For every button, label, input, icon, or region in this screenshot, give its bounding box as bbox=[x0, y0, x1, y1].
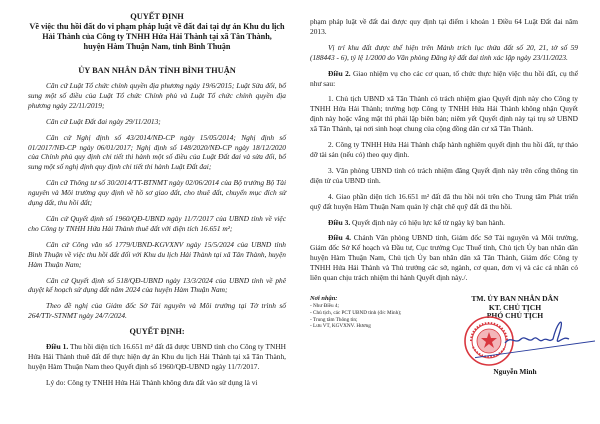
article-2-item: 3. Văn phòng UBND tỉnh có trách nhiệm đăng Quyết định này trên cổng thông tin điện tử của UBND tỉnh. bbox=[310, 165, 578, 185]
signature-title-line: TM. ỦY BAN NHÂN DÂN bbox=[471, 293, 559, 303]
document-subtitle-line: Hải Thành của Công ty TNHH Hứa Hải Thành tại xã Tân Thành, bbox=[42, 32, 272, 41]
signature-title-line: PHÓ CHỦ TỊCH bbox=[486, 311, 544, 321]
article-label: Điều 2. bbox=[328, 68, 351, 78]
recipients-list bbox=[310, 295, 450, 330]
article-text: Thu hồi diện tích 16.651 m² đất đã được UBND tỉnh cho Công ty TNHH Hứa Hải Thành thuê đất để thực hiện dự án Khu du lịch Hải Thành tại xã Tân Thành, huyện Hàm Thuận Nam theo Quyết định số 1960/QĐ-UBND ngày 11/7/2017. bbox=[28, 342, 286, 371]
article-text: Giao nhiệm vụ cho các cơ quan, tổ chức thực hiện việc thu hồi đất, cụ thể như sau: bbox=[310, 68, 578, 88]
article-1 bbox=[28, 342, 286, 372]
article-label: Điều 4. bbox=[328, 233, 352, 243]
document-title-block bbox=[28, 0, 286, 52]
right-column bbox=[310, 0, 578, 399]
article-text: Chánh Văn phòng UBND tỉnh, Giám đốc Sở Tài nguyên và Môi trường, Giám đốc Sở Kế hoạch và Đầu tư, Cục trưởng Cục Thuế tỉnh, Chủ tịch Ủy ban nhân dân huyện Hàm Thuận Nam, Chủ tịch Ủy ban nhân dân xã Tân Thành, Giám đốc Công ty TNHH Hứa Hải Thành và Thủ trưởng các sở, ngành, cơ quan, đơn vị và các cá nhân có liên quan chịu trách nhiệm thi hành Quyết định này./. bbox=[310, 233, 578, 283]
document-title: QUYẾT ĐỊNH bbox=[130, 12, 184, 21]
document-subtitle-line: huyện Hàm Thuận Nam, tỉnh Bình Thuận bbox=[83, 42, 231, 51]
article-1-location: Vị trí khu đất được thể hiện trên Mảnh trích lục thửa đất số 20, 21, tờ số 59 (188443 - 6), tỷ lệ 1/2000 do Văn phòng Đăng ký đất đai tỉnh xác lập ngày 23/11/2023. bbox=[310, 42, 578, 62]
issuer-heading: ỦY BAN NHÂN DÂN TỈNH BÌNH THUẬN bbox=[78, 66, 236, 75]
recipient-item: - Trung tâm Thông tin; bbox=[310, 316, 358, 323]
legal-basis: Căn cứ Luật Tổ chức chính quyền địa phương ngày 19/6/2015; Luật Sửa đổi, bổ sung một số điều của Luật Tổ chức Chính phủ và Luật Tổ chức chính quyền địa phương ngày 22/11/2019; bbox=[28, 81, 286, 110]
document-subtitle-line: Về việc thu hồi đất do vi phạm pháp luật về đất đai tại dự án Khu du lịch bbox=[29, 22, 285, 31]
legal-basis: Căn cứ Thông tư số 30/2014/TT-BTNMT ngày 02/06/2014 của Bộ trưởng Bộ Tài nguyên và Môi trường quy định về hồ sơ giao đất, cho thuê đất, chuyển mục đích sử dụng đất, thu hồi đất; bbox=[28, 178, 286, 208]
left-column bbox=[28, 0, 286, 394]
article-2-item: 4. Giao phần diện tích 16.651 m² đất đã thu hồi nói trên cho Trung tâm Phát triển quỹ đất huyện Hàm Thuận Nam quản lý chặt chẽ quỹ đất đã thu hồi. bbox=[310, 191, 578, 211]
recipient-item: - Như Điều 4; bbox=[310, 302, 339, 309]
article-4 bbox=[310, 233, 578, 283]
legal-basis: Theo đề nghị của Giám đốc Sở Tài nguyên và Môi trường tại Tờ trình số 264/TTr-STNMT ngày 24/7/2024. bbox=[28, 301, 286, 321]
handwritten-signature-icon bbox=[475, 313, 595, 363]
article-3 bbox=[310, 218, 578, 228]
article-label: Điều 3. bbox=[328, 217, 351, 227]
recipient-item: - Lưu VT, KGVXNV. Hương bbox=[310, 323, 371, 330]
legal-basis: Căn cứ Quyết định số 518/QĐ-UBND ngày 13/3/2024 của UBND tỉnh về phê duyệt kế hoạch sử dụng đất năm 2024 của huyện Hàm Thuận Nam; bbox=[28, 275, 286, 295]
footer-area bbox=[310, 289, 578, 399]
legal-basis: Căn cứ Quyết định số 1960/QĐ-UBND ngày 11/7/2017 của UBND tỉnh về việc cho Công ty TNHH Hứa Hải Thành thuê đất với diện tích 16.651 m²; bbox=[28, 213, 286, 233]
article-label: Điều 1. bbox=[46, 342, 69, 352]
article-1-reason-continued: phạm pháp luật về đất đai được quy định tại điểm i khoản 1 Điều 64 Luật Đất đai năm 2013. bbox=[310, 17, 578, 36]
article-2-item: 1. Chủ tịch UBND xã Tân Thành có trách nhiệm giao Quyết định này cho Công ty TNHH Hứa Hải Thành; trường hợp Công ty TNHH Hứa Hải Thành không nhận Quyết định này hoặc vắng mặt thì phải lập biên bản; niêm yết Quyết định này tại trụ sở UBND xã Tân Thành, tại nơi sinh hoạt chung của cộng đồng dân cư xã Tân Thành. bbox=[310, 94, 578, 134]
legal-basis: Căn cứ Luật Đất đai ngày 29/11/2013; bbox=[46, 116, 161, 126]
legal-basis: Căn cứ Nghị định số 43/2014/NĐ-CP ngày 15/05/2014; Nghị định số 01/2017/NĐ-CP ngày 06/01/2017; Nghị định số 148/2020/NĐ-CP ngày 18/12/2020 của Chính phủ quy định chi tiết thi hành một số điều của Luật Đất đai và sửa đổi, bổ sung một số nghị định quy định chi tiết thi hành Luật Đất đai; bbox=[28, 132, 286, 172]
article-2 bbox=[310, 69, 578, 89]
decision-heading: QUYẾT ĐỊNH: bbox=[129, 327, 185, 337]
signer-name: Nguyễn Minh bbox=[493, 366, 537, 376]
article-2-item: 2. Công ty TNHH Hứa Hải Thành chấp hành nghiêm quyết định thu hồi đất, tự tháo dỡ tài sản (nếu có) theo quy định. bbox=[310, 140, 578, 159]
article-1-reason: Lý do: Công ty TNHH Hứa Hải Thành không đưa đất vào sử dụng là vi bbox=[46, 377, 258, 387]
signature-title-line: KT. CHỦ TỊCH bbox=[488, 302, 542, 312]
signature-block bbox=[445, 293, 585, 376]
recipients-heading: Nơi nhận: bbox=[310, 294, 338, 302]
legal-basis: Căn cứ Công văn số 1779/UBND-KGVXNV ngày 15/5/2024 của UBND tỉnh Bình Thuận về việc thu hồi đất đối với Khu du lịch Hải Thành tại xã Tân Thành, huyện Hàm Thuận Nam; bbox=[28, 239, 286, 269]
article-text: Quyết định này có hiệu lực kể từ ngày ký ban hành. bbox=[350, 217, 505, 227]
recipient-item: - Chủ tịch, các PCT UBND tỉnh (đ/c Minh); bbox=[310, 309, 402, 316]
